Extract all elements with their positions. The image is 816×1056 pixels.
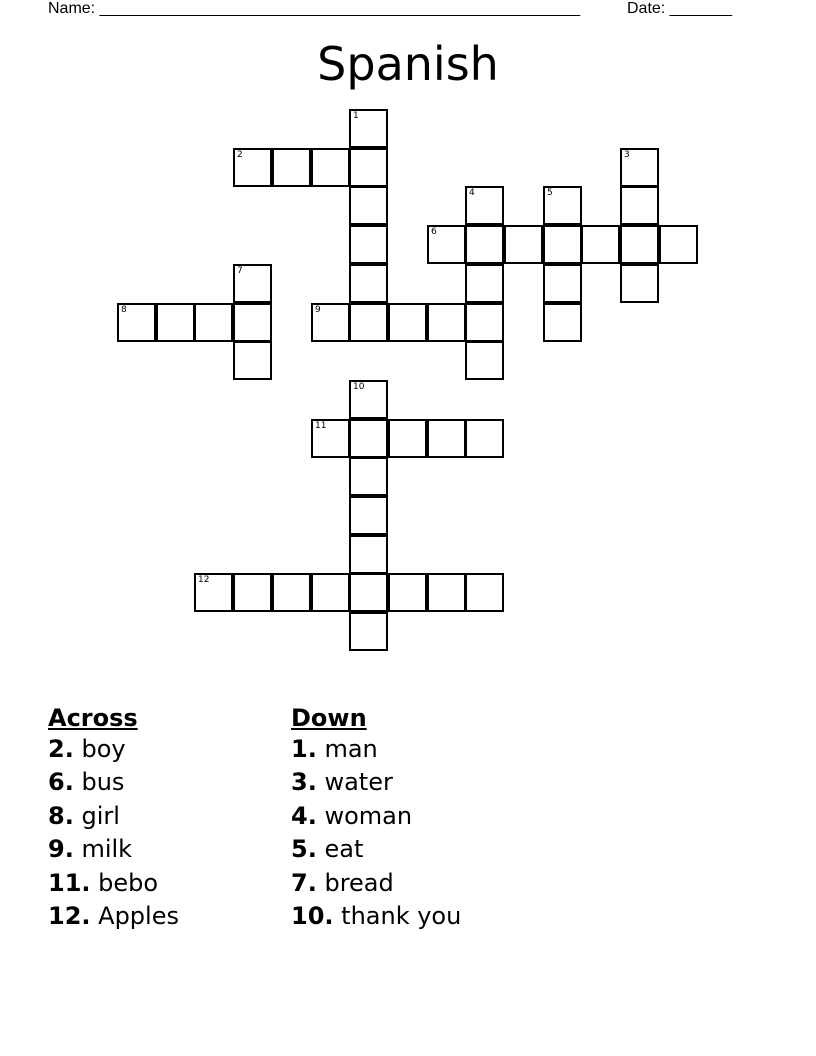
down-heading: Down (291, 704, 367, 732)
clue-number: 7. (291, 868, 317, 897)
crossword-cell[interactable] (465, 341, 504, 380)
cell-number: 3 (624, 150, 630, 160)
crossword-cell[interactable] (427, 225, 466, 264)
clue-number: 11. (48, 868, 91, 897)
crossword-cell[interactable] (465, 419, 504, 458)
across-clue (48, 766, 179, 799)
cell-number: 2 (237, 150, 243, 160)
crossword-cell[interactable] (543, 225, 582, 264)
crossword-cell[interactable] (465, 573, 504, 612)
clue-text: milk (81, 835, 133, 864)
cell-number: 7 (237, 266, 243, 276)
crossword-cell[interactable] (581, 225, 620, 264)
clue-text: bus (81, 768, 125, 797)
crossword-cell[interactable] (349, 612, 388, 651)
cell-number: 4 (469, 188, 475, 198)
crossword-cell[interactable] (465, 303, 504, 342)
crossword-cell[interactable] (349, 496, 388, 535)
crossword-cell[interactable] (311, 419, 350, 458)
down-clues (291, 703, 461, 933)
crossword-cell[interactable] (233, 573, 272, 612)
crossword-cell[interactable] (349, 535, 388, 574)
cell-number: 6 (431, 227, 437, 237)
crossword-cell[interactable] (388, 419, 427, 458)
crossword-cell[interactable] (194, 303, 233, 342)
crossword-cell[interactable] (543, 186, 582, 225)
clue-text: thank you (341, 901, 462, 930)
clue-number: 6. (48, 768, 74, 797)
crossword-cell[interactable] (233, 148, 272, 187)
clue-text: bread (324, 868, 394, 897)
cell-number: 11 (315, 421, 327, 431)
crossword-cell[interactable] (349, 573, 388, 612)
clue-text: boy (81, 735, 126, 763)
date-line[interactable]: Date: _______ (627, 0, 732, 17)
clue-text: water (324, 768, 393, 797)
crossword-cell[interactable] (620, 264, 659, 303)
crossword-cell[interactable] (194, 573, 233, 612)
clue-number: 4. (291, 801, 317, 830)
cell-number: 5 (547, 188, 553, 198)
clue-text: eat (324, 835, 364, 864)
clue-number: 3. (291, 768, 317, 797)
crossword-cell[interactable] (349, 186, 388, 225)
clue-number: 12. (48, 901, 91, 930)
across-clue (48, 800, 179, 833)
crossword-cell[interactable] (349, 148, 388, 187)
clue-number: 1. (291, 735, 317, 763)
crossword-cell[interactable] (465, 225, 504, 264)
cell-number: 9 (315, 305, 321, 315)
crossword-cell[interactable] (349, 457, 388, 496)
crossword-cell[interactable] (620, 148, 659, 187)
crossword-cell[interactable] (659, 225, 698, 264)
crossword-cell[interactable] (620, 225, 659, 264)
crossword-cell[interactable] (272, 148, 311, 187)
crossword-cell[interactable] (272, 573, 311, 612)
crossword-cell[interactable] (349, 264, 388, 303)
crossword-cell[interactable] (311, 573, 350, 612)
clue-number: 10. (291, 901, 334, 930)
crossword-cell[interactable] (233, 341, 272, 380)
down-clue (291, 833, 461, 866)
across-clue (48, 733, 179, 766)
down-clue (291, 800, 461, 833)
crossword-cell[interactable] (233, 264, 272, 303)
crossword-cell[interactable] (465, 186, 504, 225)
crossword-cell[interactable] (427, 573, 466, 612)
down-clue (291, 900, 461, 933)
clue-number: 5. (291, 835, 317, 864)
crossword-cell[interactable] (233, 303, 272, 342)
cell-number: 12 (198, 575, 210, 585)
down-clue (291, 733, 461, 766)
across-clues (48, 703, 179, 933)
across-heading: Across (48, 704, 138, 732)
crossword-cell[interactable] (620, 186, 659, 225)
crossword-cell[interactable] (156, 303, 195, 342)
cell-number: 1 (353, 111, 359, 121)
crossword-cell[interactable] (427, 303, 466, 342)
clue-text: girl (81, 801, 120, 830)
crossword-cell[interactable] (465, 264, 504, 303)
across-clue (48, 900, 179, 933)
clue-text: man (324, 735, 378, 763)
clue-text: bebo (98, 868, 159, 897)
crossword-cell[interactable] (504, 225, 543, 264)
down-clue (291, 766, 461, 799)
crossword-cell[interactable] (349, 419, 388, 458)
clue-text: woman (324, 801, 413, 830)
crossword-cell[interactable] (543, 264, 582, 303)
clue-number: 9. (48, 835, 74, 864)
crossword-cell[interactable] (388, 303, 427, 342)
puzzle-title: Spanish (317, 37, 499, 91)
down-clue (291, 867, 461, 900)
crossword-cell[interactable] (349, 380, 388, 419)
crossword-cell[interactable] (427, 419, 466, 458)
name-line[interactable]: Name: ______________________________________________________ (48, 0, 581, 17)
crossword-cell[interactable] (543, 303, 582, 342)
clue-text: Apples (98, 901, 179, 930)
cell-number: 10 (353, 382, 365, 392)
crossword-cell[interactable] (311, 303, 350, 342)
across-clue (48, 833, 179, 866)
cell-number: 8 (121, 305, 127, 315)
crossword-cell[interactable] (311, 148, 350, 187)
crossword-cell[interactable] (349, 225, 388, 264)
crossword-cell[interactable] (117, 303, 156, 342)
crossword-cell[interactable] (349, 109, 388, 148)
crossword-cell[interactable] (349, 303, 388, 342)
crossword-cell[interactable] (388, 573, 427, 612)
clue-number: 2. (48, 735, 74, 763)
across-clue (48, 867, 179, 900)
clue-number: 8. (48, 801, 74, 830)
